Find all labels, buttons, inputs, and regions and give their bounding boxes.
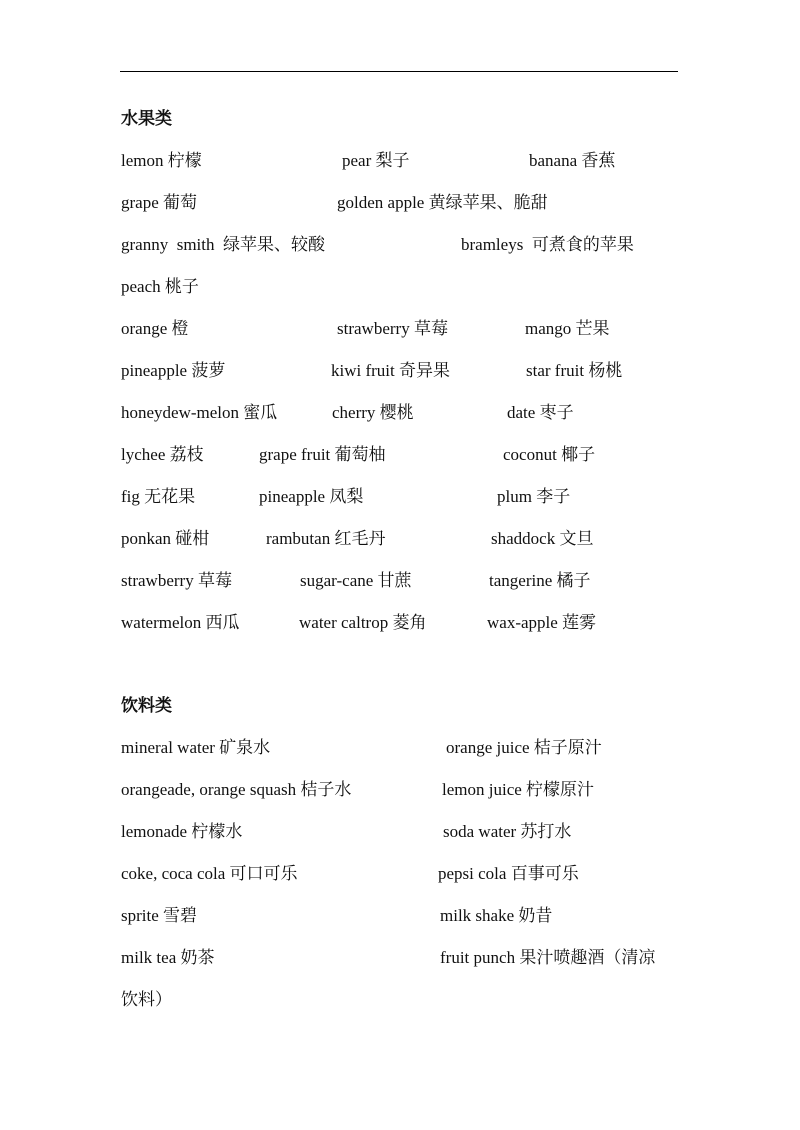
fruit-item: pineapple 菠萝 <box>121 361 226 380</box>
fruit-item: pineapple 凤梨 <box>259 487 364 506</box>
fruit-item: cherry 樱桃 <box>332 403 414 422</box>
fruit-item: coconut 椰子 <box>503 445 596 464</box>
fruit-item: date 枣子 <box>507 403 574 422</box>
fruit-item: sugar-cane 甘蔗 <box>300 571 412 590</box>
drink-item: milk shake 奶昔 <box>440 906 553 925</box>
drink-item-continuation: 饮料） <box>121 990 172 1009</box>
fruit-item: lemon 柠檬 <box>121 151 202 170</box>
fruit-item: strawberry 草莓 <box>121 571 232 590</box>
drink-item: lemon juice 柠檬原汁 <box>442 780 595 799</box>
fruit-item: rambutan 红毛丹 <box>266 529 386 548</box>
drink-item: soda water 苏打水 <box>443 822 572 841</box>
fruit-item: kiwi fruit 奇异果 <box>331 361 450 380</box>
fruit-item: golden apple 黄绿苹果、脆甜 <box>337 193 548 212</box>
fruit-item: bramleys 可煮食的苹果 <box>461 235 634 254</box>
fruit-item: lychee 荔枝 <box>121 445 204 464</box>
fruit-item: water caltrop 菱角 <box>299 613 427 632</box>
fruit-item: fig 无花果 <box>121 487 196 506</box>
fruit-item: shaddock 文旦 <box>491 529 594 548</box>
fruit-item: grape fruit 葡萄柚 <box>259 445 386 464</box>
drink-item: coke, coca cola 可口可乐 <box>121 864 298 883</box>
section-title-drinks: 饮料类 <box>121 696 172 716</box>
fruit-item: tangerine 橘子 <box>489 571 591 590</box>
drink-item: mineral water 矿泉水 <box>121 738 271 757</box>
drink-item: pepsi cola 百事可乐 <box>438 864 579 883</box>
fruit-item: wax-apple 莲雾 <box>487 613 597 632</box>
drink-item: sprite 雪碧 <box>121 906 198 925</box>
fruit-item: strawberry 草莓 <box>337 319 448 338</box>
fruit-item: honeydew-melon 蜜瓜 <box>121 403 278 422</box>
fruit-item: peach 桃子 <box>121 277 199 296</box>
fruit-item: star fruit 杨桃 <box>526 361 623 380</box>
fruit-item: ponkan 碰柑 <box>121 529 210 548</box>
top-rule <box>120 71 678 72</box>
drink-item: fruit punch 果汁喷趣酒（清凉 <box>440 948 656 967</box>
fruit-item: grape 葡萄 <box>121 193 198 212</box>
drink-item: orange juice 桔子原汁 <box>446 738 602 757</box>
fruit-item: banana 香蕉 <box>529 151 616 170</box>
fruit-item: pear 梨子 <box>342 151 410 170</box>
drink-item: milk tea 奶茶 <box>121 948 215 967</box>
drink-item: orangeade, orange squash 桔子水 <box>121 780 352 799</box>
drink-item: lemonade 柠檬水 <box>121 822 243 841</box>
fruit-item: watermelon 西瓜 <box>121 613 240 632</box>
fruit-item: mango 芒果 <box>525 319 610 338</box>
fruit-item: plum 李子 <box>497 487 571 506</box>
fruit-item: orange 橙 <box>121 319 189 338</box>
section-title-fruits: 水果类 <box>121 109 172 129</box>
fruit-item: granny smith 绿苹果、较酸 <box>121 235 325 254</box>
